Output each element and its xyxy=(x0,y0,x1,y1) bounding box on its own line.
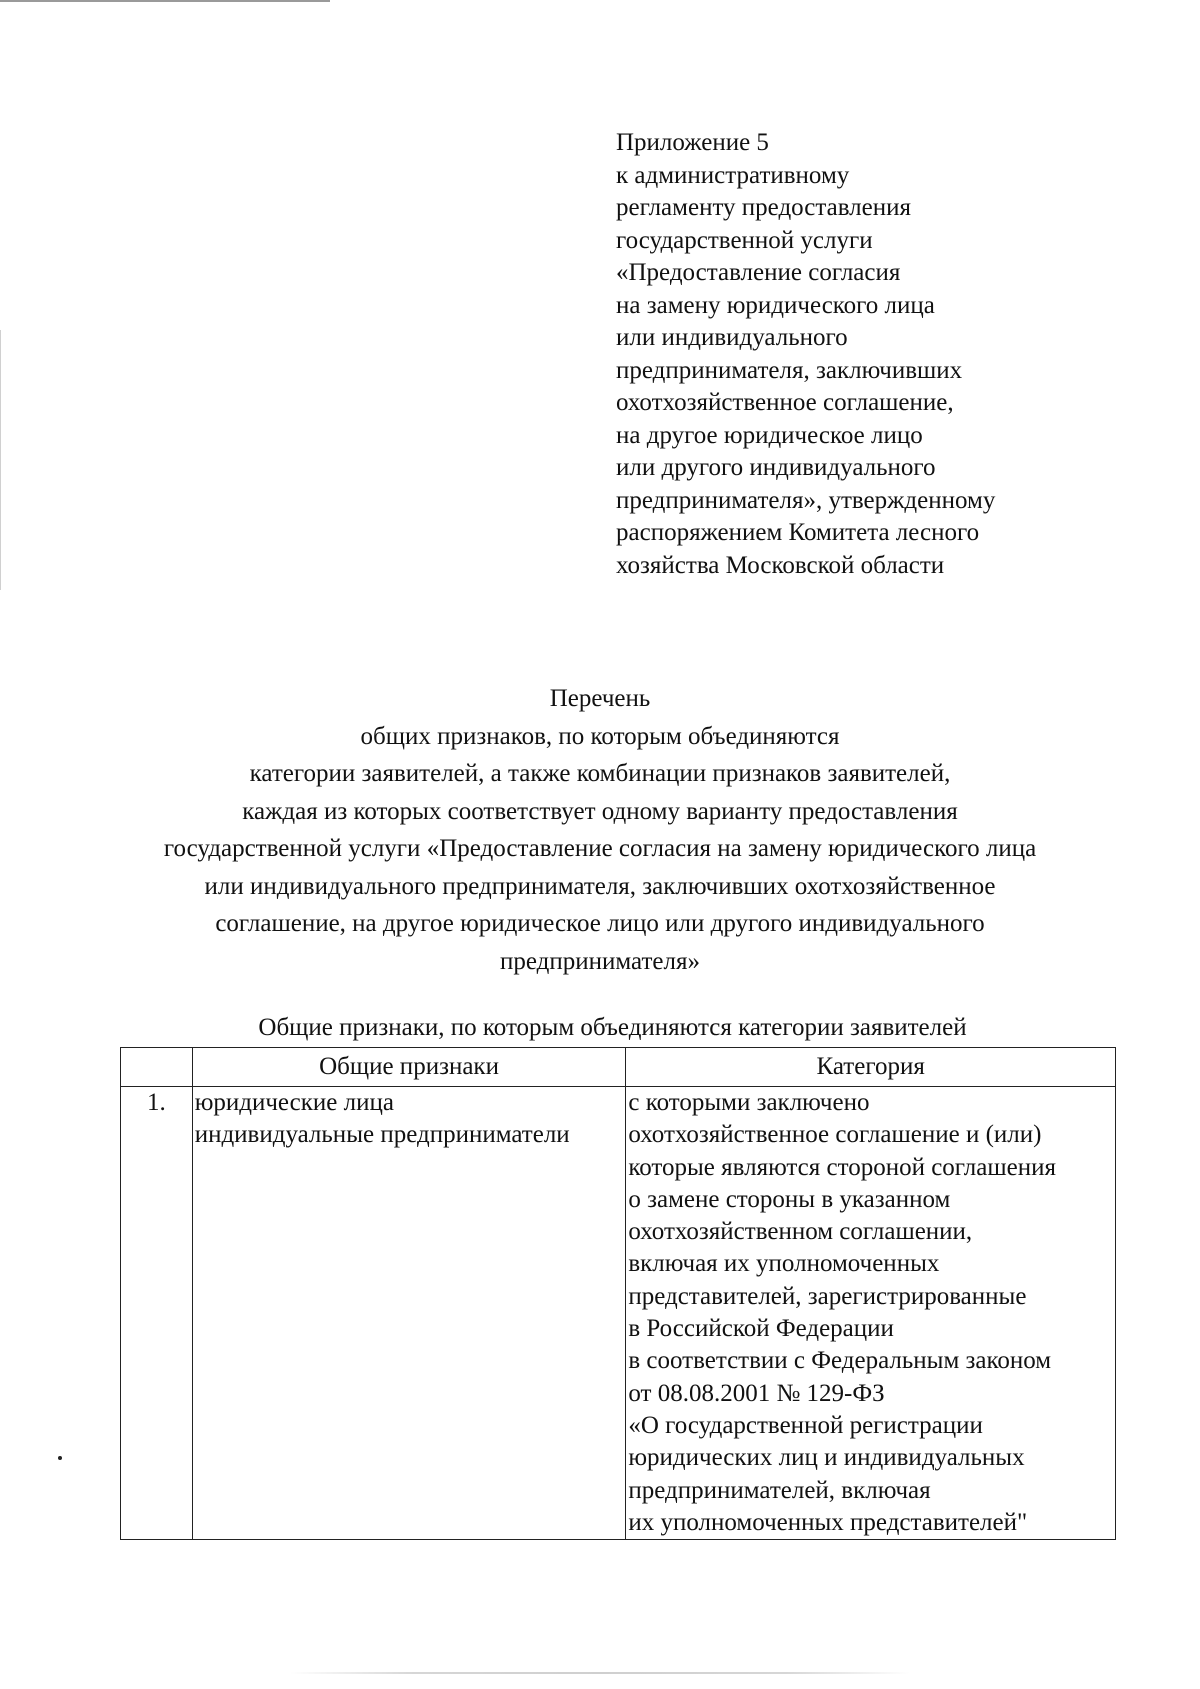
criteria-table xyxy=(120,1047,1116,1540)
criteria-line: индивидуальные предприниматели xyxy=(194,1121,570,1149)
approval-line: к административному xyxy=(616,161,850,189)
list-title-line: предпринимателя» xyxy=(500,947,700,975)
approval-line: Приложение 5 xyxy=(616,129,769,156)
approval-line: предпринимателя, заключивших xyxy=(616,356,963,384)
criteria-line: юридические лица xyxy=(194,1089,394,1116)
list-title xyxy=(100,680,1100,980)
list-title-line: категории заявителей, а также комбинации признаков заявителей, xyxy=(249,760,951,787)
table-header-row xyxy=(121,1048,1116,1087)
scan-artifact-top-line xyxy=(0,0,330,2)
approval-line: регламенту предоставления xyxy=(616,194,912,221)
approval-line: на замену юридического лица xyxy=(616,291,935,319)
row-number: 1. xyxy=(121,1087,193,1540)
scan-artifact-bottom-smudge xyxy=(290,1672,910,1674)
category-line: охотхозяйственном соглашении, xyxy=(628,1218,973,1246)
approval-block xyxy=(616,127,1096,582)
category-line: от 08.08.2001 № 129-ФЗ xyxy=(628,1379,885,1407)
approval-line: охотхозяйственное соглашение, xyxy=(616,389,954,416)
approval-line: на другое юридическое лицо xyxy=(616,421,923,449)
row-criteria xyxy=(192,1087,626,1540)
category-line: о замене стороны в указанном xyxy=(628,1185,951,1213)
table-row xyxy=(121,1087,1116,1540)
category-line: представителей, зарегистрированные xyxy=(628,1282,1027,1310)
category-line: юридических лиц и индивидуальных xyxy=(628,1444,1025,1472)
approval-line: или другого индивидуального xyxy=(616,454,936,481)
list-title-line: Перечень xyxy=(549,685,651,712)
header-category: Категория xyxy=(626,1048,1116,1087)
list-title-line: каждая из которых соответствует одному варианту предоставления xyxy=(242,797,958,825)
approval-line: распоряжением Комитета лесного xyxy=(616,519,980,546)
category-line: включая их уполномоченных xyxy=(628,1250,940,1278)
list-title-line: государственной услуги «Предоставление согласия на замену юридического лица xyxy=(163,835,1037,862)
list-title-line: общих признаков, по которым объединяются xyxy=(360,722,840,750)
category-line: «О государственной регистрации xyxy=(628,1411,983,1439)
category-line: в соответствии с Федеральным законом xyxy=(628,1347,1052,1375)
header-number xyxy=(121,1048,193,1087)
category-line: которые являются стороной соглашения xyxy=(628,1153,1056,1181)
approval-line: хозяйства Московской области xyxy=(616,551,945,579)
list-title-line: или индивидуального предпринимателя, заключивших охотхозяйственное xyxy=(204,872,996,900)
category-line: с которыми заключено xyxy=(628,1089,870,1116)
approval-line: государственной услуги xyxy=(616,226,873,254)
category-line: их уполномоченных представителей" xyxy=(628,1508,1028,1536)
category-line: в Российской Федерации xyxy=(628,1315,894,1343)
approval-line: «Предоставление согласия xyxy=(616,259,901,286)
category-line: охотхозяйственное соглашение и (или) xyxy=(628,1121,1042,1149)
scan-artifact-dot xyxy=(58,1456,62,1460)
approval-line: или индивидуального xyxy=(616,324,848,351)
category-line: предпринимателей, включая xyxy=(628,1476,931,1504)
row-category xyxy=(626,1087,1116,1540)
table-caption: Общие признаки, по которым объединяются категории заявителей xyxy=(258,1014,967,1041)
approval-line: предпринимателя», утвержденному xyxy=(616,486,996,514)
list-title-line: соглашение, на другое юридическое лицо или другого индивидуального xyxy=(215,910,985,937)
scan-artifact-left-edge xyxy=(0,330,1,590)
header-criteria: Общие признаки xyxy=(192,1048,626,1087)
